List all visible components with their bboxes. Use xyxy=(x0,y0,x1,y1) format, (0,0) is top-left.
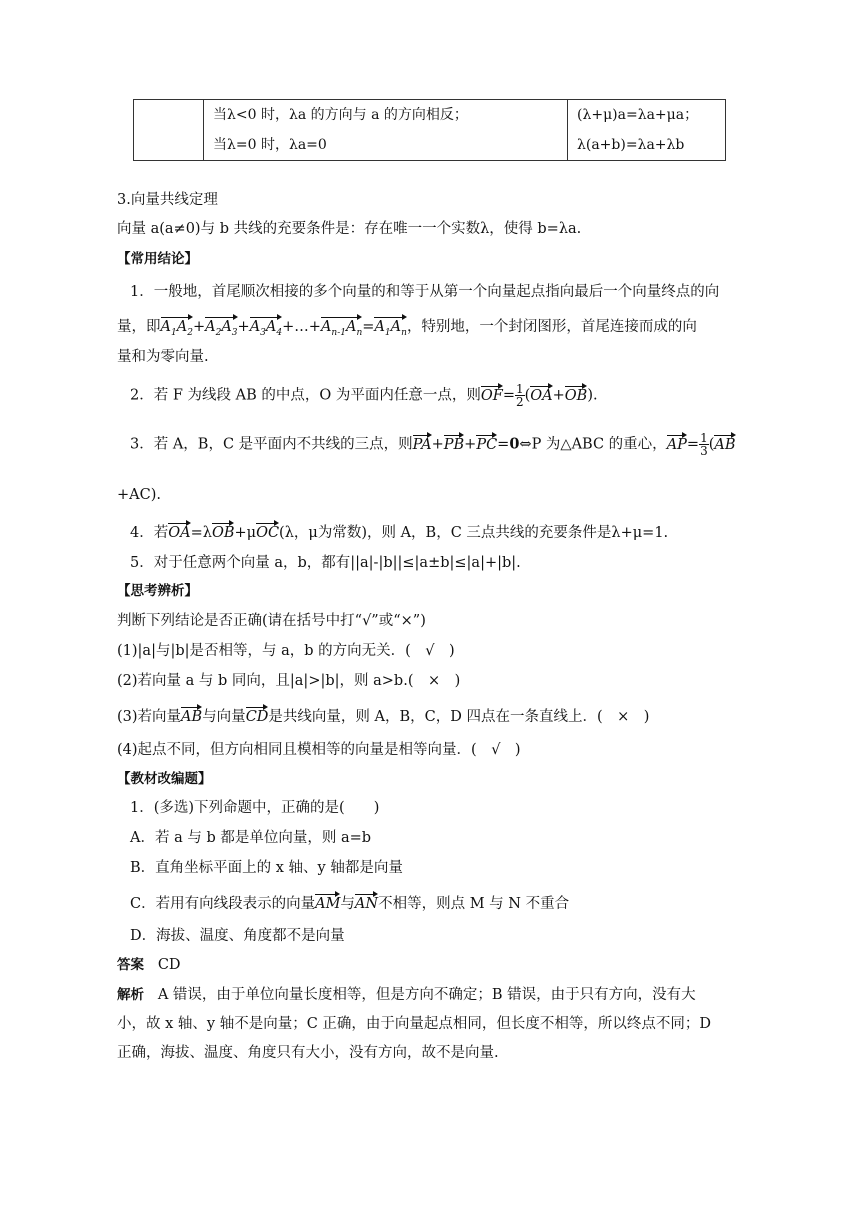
table-lambda-negative: 当λ<0 时，λa 的方向与 a 的方向相反； xyxy=(213,107,468,123)
thinking-q2: (2)若向量 a 与 b 同向，且|a|>|b|，则 a>b.( × ) xyxy=(117,673,461,689)
section3-text: 向量 a(a≠0)与 b 共线的充要条件是：存在唯一一个实数λ，使得 b=λa. xyxy=(117,221,582,237)
conclusion-3: 3．若 A，B，C 是平面内不共线的三点，则PA+PB+PC=0⇔P 为△ABC 的重心，AP= $\frac{1}{3}$ (AB xyxy=(130,431,736,458)
table-definition-cell xyxy=(204,100,568,161)
vector-a2a3: $A_2A_3$ xyxy=(205,316,237,344)
thinking-q4: (4)起点不同，但方向相同且模相等的向量是相等向量．( √ ) xyxy=(117,742,521,758)
analysis-line1: 解析 A 错误，由于单位向量长度相等，但是方向不确定；B 错误，由于只有方向，没有大 xyxy=(117,987,696,1003)
table-empty-cell xyxy=(134,100,204,161)
analysis-line2: 小，故 x 轴、y 轴不是向量；C 正确，由于向量起点相同，但长度不相等，所以终点不同；D xyxy=(117,1016,712,1032)
textbook-heading: 【教材改编题】 xyxy=(117,771,212,787)
analysis-line3: 正确，海拔、温度、角度只有大小，没有方向，故不是向量. xyxy=(117,1045,499,1061)
conclusion-2: 2．若 F 为线段 AB 的中点，O 为平面内任意一点，则OF= $\frac{1}{2}$ (OA+OB). xyxy=(130,382,598,409)
answer-value: CD xyxy=(157,957,181,973)
conclusion-1-line1: 1．一般地，首尾顺次相接的多个向量的和等于从第一个向量起点指向最后一个向量终点的向 xyxy=(130,284,720,300)
textbook-option-b: B．直角坐标平面上的 x 轴、y 轴都是向量 xyxy=(130,860,403,876)
thinking-q3: (3)若向量AB与向量CD是共线向量，则 A，B，C，D 四点在一条直线上．( × ) xyxy=(117,706,649,728)
conclusion-3-cont: +AC). xyxy=(117,487,161,503)
table-lambda-zero: 当λ=0 时，λa=0 xyxy=(213,137,327,153)
textbook-option-d: D．海拔、温度、角度都不是向量 xyxy=(130,928,345,944)
table-law-2: λ(a+b)=λa+λb xyxy=(577,137,685,153)
common-conclusions-heading: 【常用结论】 xyxy=(117,251,198,267)
thinking-heading: 【思考辨析】 xyxy=(117,583,198,599)
textbook-option-c: C．若用有向线段表示的向量AM与AN不相等，则点 M 与 N 不重合 xyxy=(130,893,569,915)
vector-a1an: $A_1A_n$ xyxy=(374,316,407,344)
operation-laws-table xyxy=(133,99,726,161)
conclusion-1-line3: 量和为零向量. xyxy=(117,349,209,365)
textbook-option-a: A．若 a 与 b 都是单位向量，则 a=b xyxy=(130,830,372,846)
thinking-instruction: 判断下列结论是否正确(请在括号中打“√”或“×”) xyxy=(117,613,426,629)
conclusion-4: 4．若OA=λOB+μOC(λ，μ为常数)，则 A，B，C 三点共线的充要条件是λ+μ=1. xyxy=(130,522,668,544)
table-law-cell xyxy=(568,100,726,161)
vector-a3a4: $A_3A_4$ xyxy=(250,316,282,344)
answer-line xyxy=(117,954,181,976)
analysis-label: 解析 xyxy=(117,987,144,1003)
conclusion-5: 5．对于任意两个向量 a，b，都有||a|-|b||≤|a±b|≤|a|+|b|. xyxy=(130,555,521,571)
conclusion-1-line2: 量，即$A_1A_2+A_2A_3+A_3A_4+\dots+A_{n-1}A_n=A_1A_n$，特别地，一个封闭图形，首尾连接而成的向 xyxy=(117,316,697,344)
vector-an1an: $A_{n-1}A_n$ xyxy=(321,316,362,344)
section3-title: 3.向量共线定理 xyxy=(117,192,218,208)
vector-a1a2: $A_1A_2$ xyxy=(161,316,193,344)
table-law-1: (λ+μ)a=λa+μa； xyxy=(577,107,699,123)
answer-label: 答案 xyxy=(117,957,144,973)
textbook-question: 1．(多选)下列命题中，正确的是( ) xyxy=(130,800,380,816)
thinking-q1: (1)|a|与|b|是否相等，与 a，b 的方向无关．( √ ) xyxy=(117,643,455,659)
